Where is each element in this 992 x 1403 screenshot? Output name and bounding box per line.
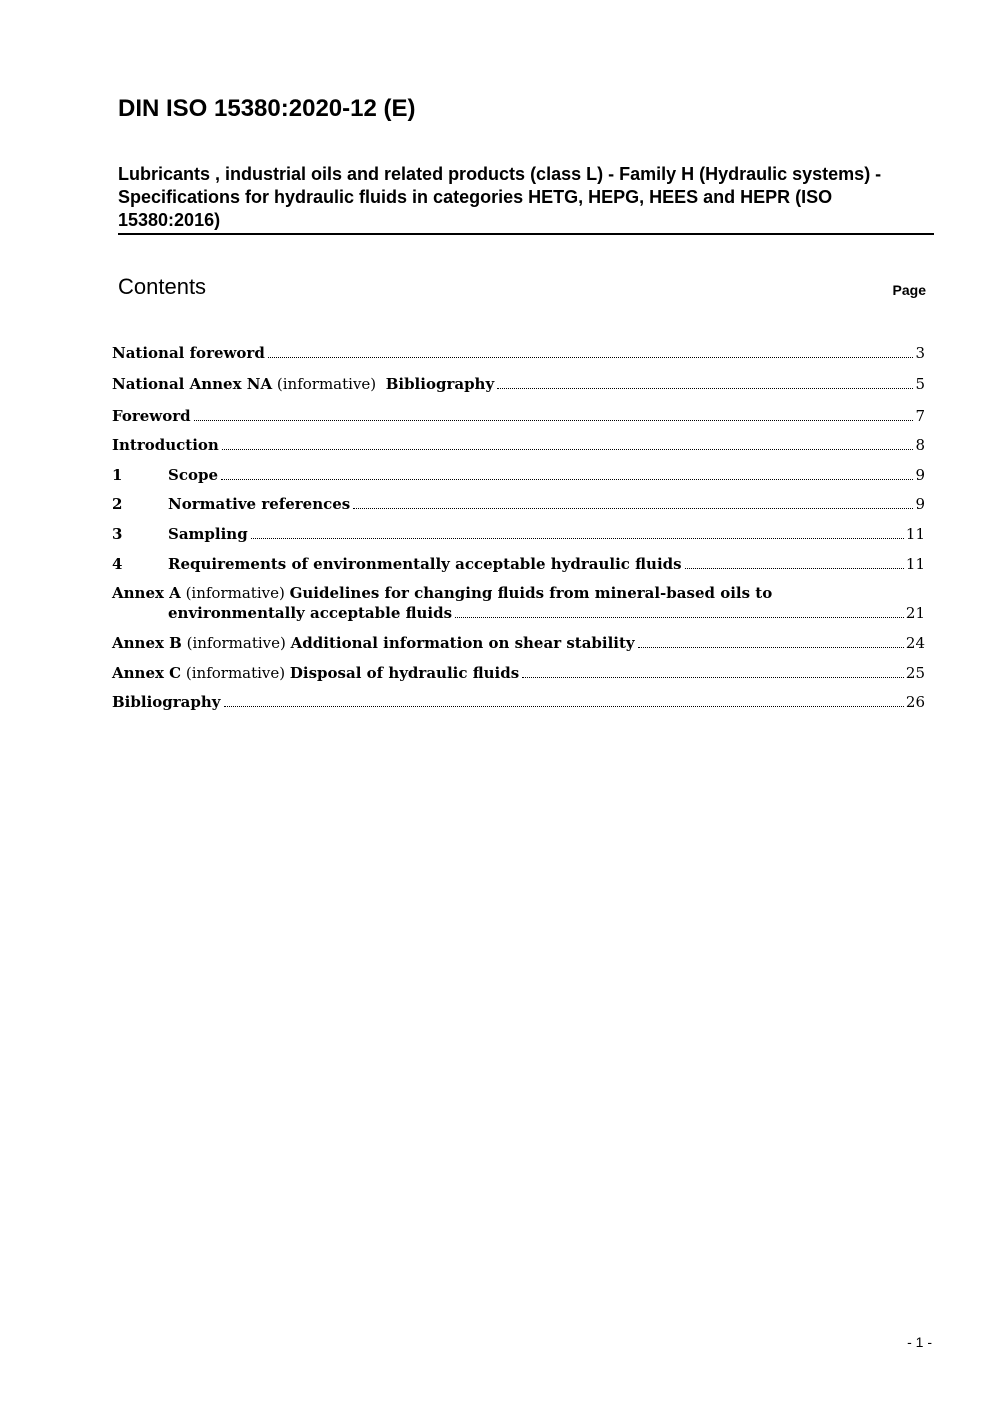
toc-entry-page: 8: [915, 436, 925, 454]
toc-entry-national-foreword[interactable]: [112, 343, 925, 363]
toc-dot-leader: [353, 508, 913, 509]
toc-dot-leader: [251, 538, 904, 539]
toc-entry-sampling[interactable]: [112, 524, 925, 544]
toc-entry-page: 24: [905, 634, 925, 652]
toc-entry-foreword[interactable]: [112, 406, 925, 426]
toc-entry-scope[interactable]: [112, 465, 925, 485]
toc-entry-number: 4: [112, 555, 123, 573]
toc-entry-label: Annex A: [112, 584, 181, 602]
toc-dot-leader: [638, 647, 904, 648]
toc-entry-annex-c[interactable]: [112, 663, 925, 683]
toc-entry-number: 2: [112, 495, 123, 513]
toc-entry-bibliography[interactable]: [112, 692, 925, 712]
toc-dot-leader: [268, 357, 914, 358]
toc-dot-leader: [194, 420, 914, 421]
toc-entry-label: Scope: [168, 466, 219, 484]
toc-entry-page: 11: [905, 555, 925, 573]
toc-entry-label: Introduction: [112, 436, 219, 454]
page-column-label: Page: [892, 282, 926, 298]
toc-entry-page: 3: [915, 344, 925, 362]
toc-entry-page: 26: [905, 693, 925, 711]
toc-dot-leader: [221, 479, 913, 480]
contents-heading: Contents: [118, 274, 207, 299]
toc-entry-label: Annex B: [112, 634, 182, 652]
toc-entry-label: Sampling: [168, 525, 248, 543]
toc-entry-label: Annex C: [112, 664, 182, 682]
toc-dot-leader: [222, 449, 914, 450]
toc-entry-page: 9: [915, 495, 925, 513]
toc-entry-qualifier: (informative): [181, 634, 291, 652]
toc-entry-label: Normative references: [168, 495, 351, 513]
toc-entry-title: Disposal of hydraulic fluids: [289, 664, 520, 682]
toc-entry-introduction[interactable]: [112, 435, 925, 455]
footer-page-number: - 1 -: [907, 1334, 932, 1350]
toc-entry-qualifier: (informative): [272, 375, 386, 393]
toc-entry-label: National Annex NA: [112, 375, 273, 393]
toc-entry-annex-b[interactable]: [112, 633, 925, 653]
toc-entry-label: Requirements of environmentally acceptable hydraulic fluids: [168, 555, 682, 573]
toc-entry-national-annex-na[interactable]: [112, 374, 925, 394]
toc-entry-qualifier: (informative): [180, 584, 290, 602]
toc-entry-title: Bibliography: [385, 375, 495, 393]
toc-entry-page: 25: [905, 664, 925, 682]
toc-entry-normative-references[interactable]: [112, 494, 925, 514]
toc-entry-title-continued: environmentally acceptable fluids: [168, 604, 453, 622]
toc-entry-label: National foreword: [112, 344, 265, 362]
document-title: DIN ISO 15380:2020-12 (E): [118, 95, 416, 122]
toc-entry-annex-a[interactable]: [112, 583, 925, 623]
toc-entry-page: 7: [915, 407, 925, 425]
toc-entry-page: 21: [905, 604, 925, 622]
toc-entry-page: 5: [915, 375, 925, 393]
toc-entry-qualifier: (informative): [181, 664, 290, 682]
toc-entry-number: 1: [112, 466, 123, 484]
title-divider: [118, 233, 934, 235]
toc-dot-leader: [224, 706, 904, 707]
toc-entry-requirements[interactable]: [112, 554, 925, 574]
toc-entry-number: 3: [112, 525, 123, 543]
toc-entry-title: Guidelines for changing fluids from mineral-based oils to: [289, 584, 773, 602]
toc-dot-leader: [685, 568, 904, 569]
document-subtitle: Lubricants , industrial oils and related products (class L) - Family H (Hydraulic systems) - Specifications for hydraulic fluids in categories HETG, HEPG, HEES and HEPR (ISO 15380:2016): [118, 164, 882, 230]
toc-dot-leader: [522, 677, 904, 678]
toc-dot-leader: [455, 617, 904, 618]
toc-entry-label: Foreword: [112, 407, 191, 425]
toc-dot-leader: [497, 388, 913, 389]
toc-entry-page: 11: [905, 525, 925, 543]
toc-entry-label: Bibliography: [112, 693, 221, 711]
toc-entry-title: Additional information on shear stability: [290, 634, 635, 652]
toc-entry-page: 9: [915, 466, 925, 484]
